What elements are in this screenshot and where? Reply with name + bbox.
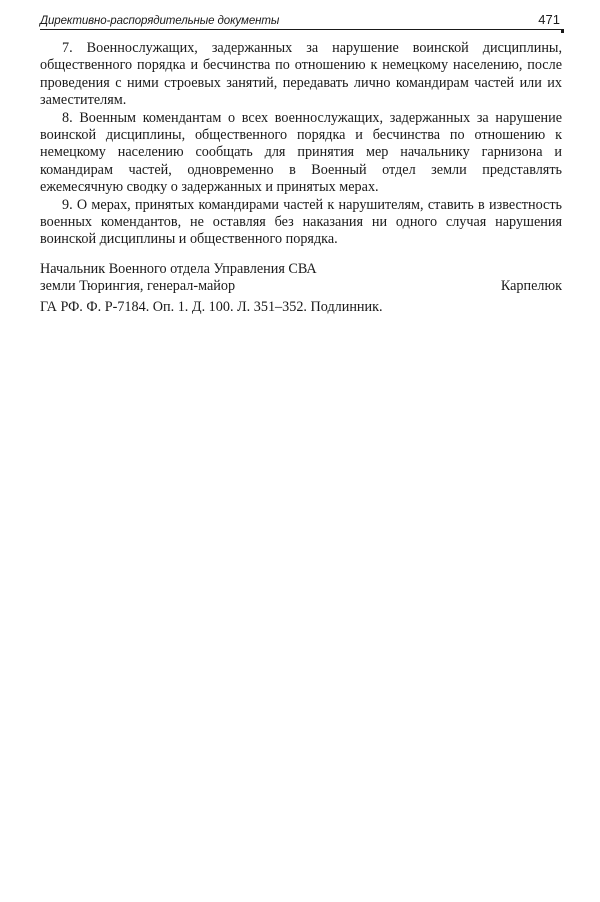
paragraph-9: 9. О мерах, принятых командирами частей к нарушителям, ставить в известность военных комендантов, не оставляя без наказания ни одного случая нарушения воинской дисциплины и общественного порядка. bbox=[40, 196, 562, 248]
paragraph-8: 8. Военным комендантам о всех военнослужащих, задержанных за нарушение воинской дисциплины, общественного порядка и бесчинства по отношению к немецкому населению сообщать для принятия мер начальнику гарнизона и командирам частей, одновременно в Военный отдел земли представлять ежемесячную сводку о задержанных и принятых мерах. bbox=[40, 109, 562, 196]
running-head bbox=[40, 12, 562, 29]
signature-line2-row bbox=[40, 278, 562, 295]
page-number: 471 bbox=[538, 12, 560, 27]
signatory-name: Карпелюк bbox=[500, 278, 562, 295]
running-head-title: Директивно-распорядительные документы bbox=[40, 15, 280, 27]
header-rule bbox=[40, 29, 562, 30]
archive-reference: ГА РФ. Ф. Р-7184. Оп. 1. Д. 100. Л. 351–352. Подлинник. bbox=[40, 298, 383, 315]
paragraph-7: 7. Военнослужащих, задержанных за нарушение воинской дисциплины, общественного порядка и бесчинства по отношению к немецкому населению, после проведения с ними строевых занятий, передавать лично командирам частей или их заместителям. bbox=[40, 40, 562, 109]
signature-position-line2: земли Тюрингия, генерал-майор bbox=[40, 278, 236, 295]
document-body bbox=[40, 40, 562, 316]
signature-block bbox=[40, 261, 562, 296]
signature-position-line1: Начальник Военного отдела Управления СВА bbox=[40, 260, 317, 277]
header-rule-corner bbox=[561, 29, 564, 33]
document-page bbox=[40, 12, 562, 316]
